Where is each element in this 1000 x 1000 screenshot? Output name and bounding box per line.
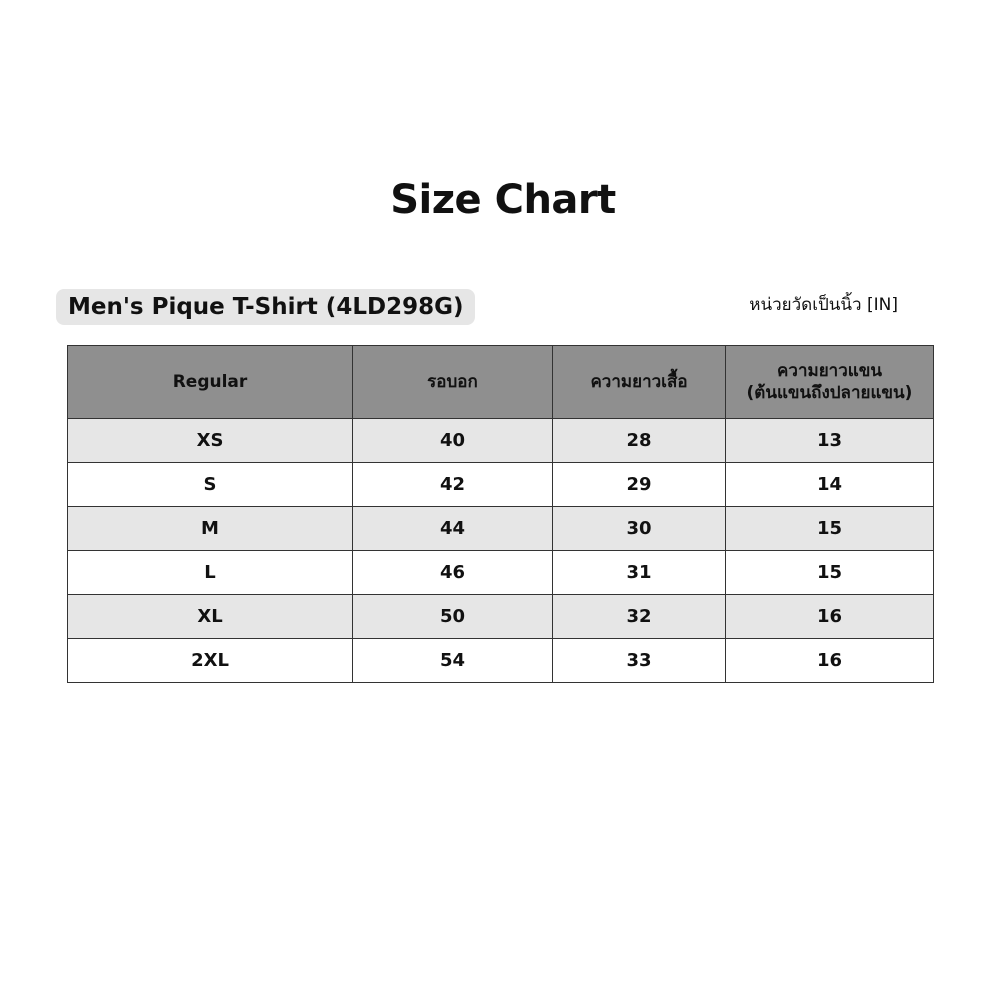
sleeve-cell: 14 (726, 463, 934, 507)
header-regular: Regular (68, 346, 353, 419)
sleeve-cell: 13 (726, 419, 934, 463)
sleeve-cell: 16 (726, 595, 934, 639)
table-row (68, 595, 934, 639)
header-body-length: ความยาวเสื้อ (553, 346, 726, 419)
size-cell: XS (68, 419, 353, 463)
header-sleeve-length: ความยาวแขน (ต้นแขนถึงปลายแขน) (726, 346, 934, 419)
table-row (68, 551, 934, 595)
size-cell: 2XL (68, 639, 353, 683)
size-table (67, 345, 934, 683)
size-cell: XL (68, 595, 353, 639)
page-title: Size Chart (390, 177, 616, 223)
length-cell: 29 (553, 463, 726, 507)
table-header-row (68, 346, 934, 419)
length-cell: 30 (553, 507, 726, 551)
sleeve-cell: 15 (726, 551, 934, 595)
product-name-label: Men's Pique T-Shirt (4LD298G) (56, 289, 475, 325)
unit-note: หน่วยวัดเป็นนิ้ว [IN] (749, 295, 898, 315)
size-cell: S (68, 463, 353, 507)
header-chest: รอบอก (353, 346, 553, 419)
table-row (68, 463, 934, 507)
length-cell: 32 (553, 595, 726, 639)
chest-cell: 46 (353, 551, 553, 595)
length-cell: 31 (553, 551, 726, 595)
length-cell: 33 (553, 639, 726, 683)
sleeve-cell: 16 (726, 639, 934, 683)
length-cell: 28 (553, 419, 726, 463)
chest-cell: 50 (353, 595, 553, 639)
table-row (68, 419, 934, 463)
chest-cell: 54 (353, 639, 553, 683)
chest-cell: 42 (353, 463, 553, 507)
chest-cell: 44 (353, 507, 553, 551)
size-cell: L (68, 551, 353, 595)
table-row (68, 507, 934, 551)
table-row (68, 639, 934, 683)
sleeve-cell: 15 (726, 507, 934, 551)
chest-cell: 40 (353, 419, 553, 463)
size-cell: M (68, 507, 353, 551)
